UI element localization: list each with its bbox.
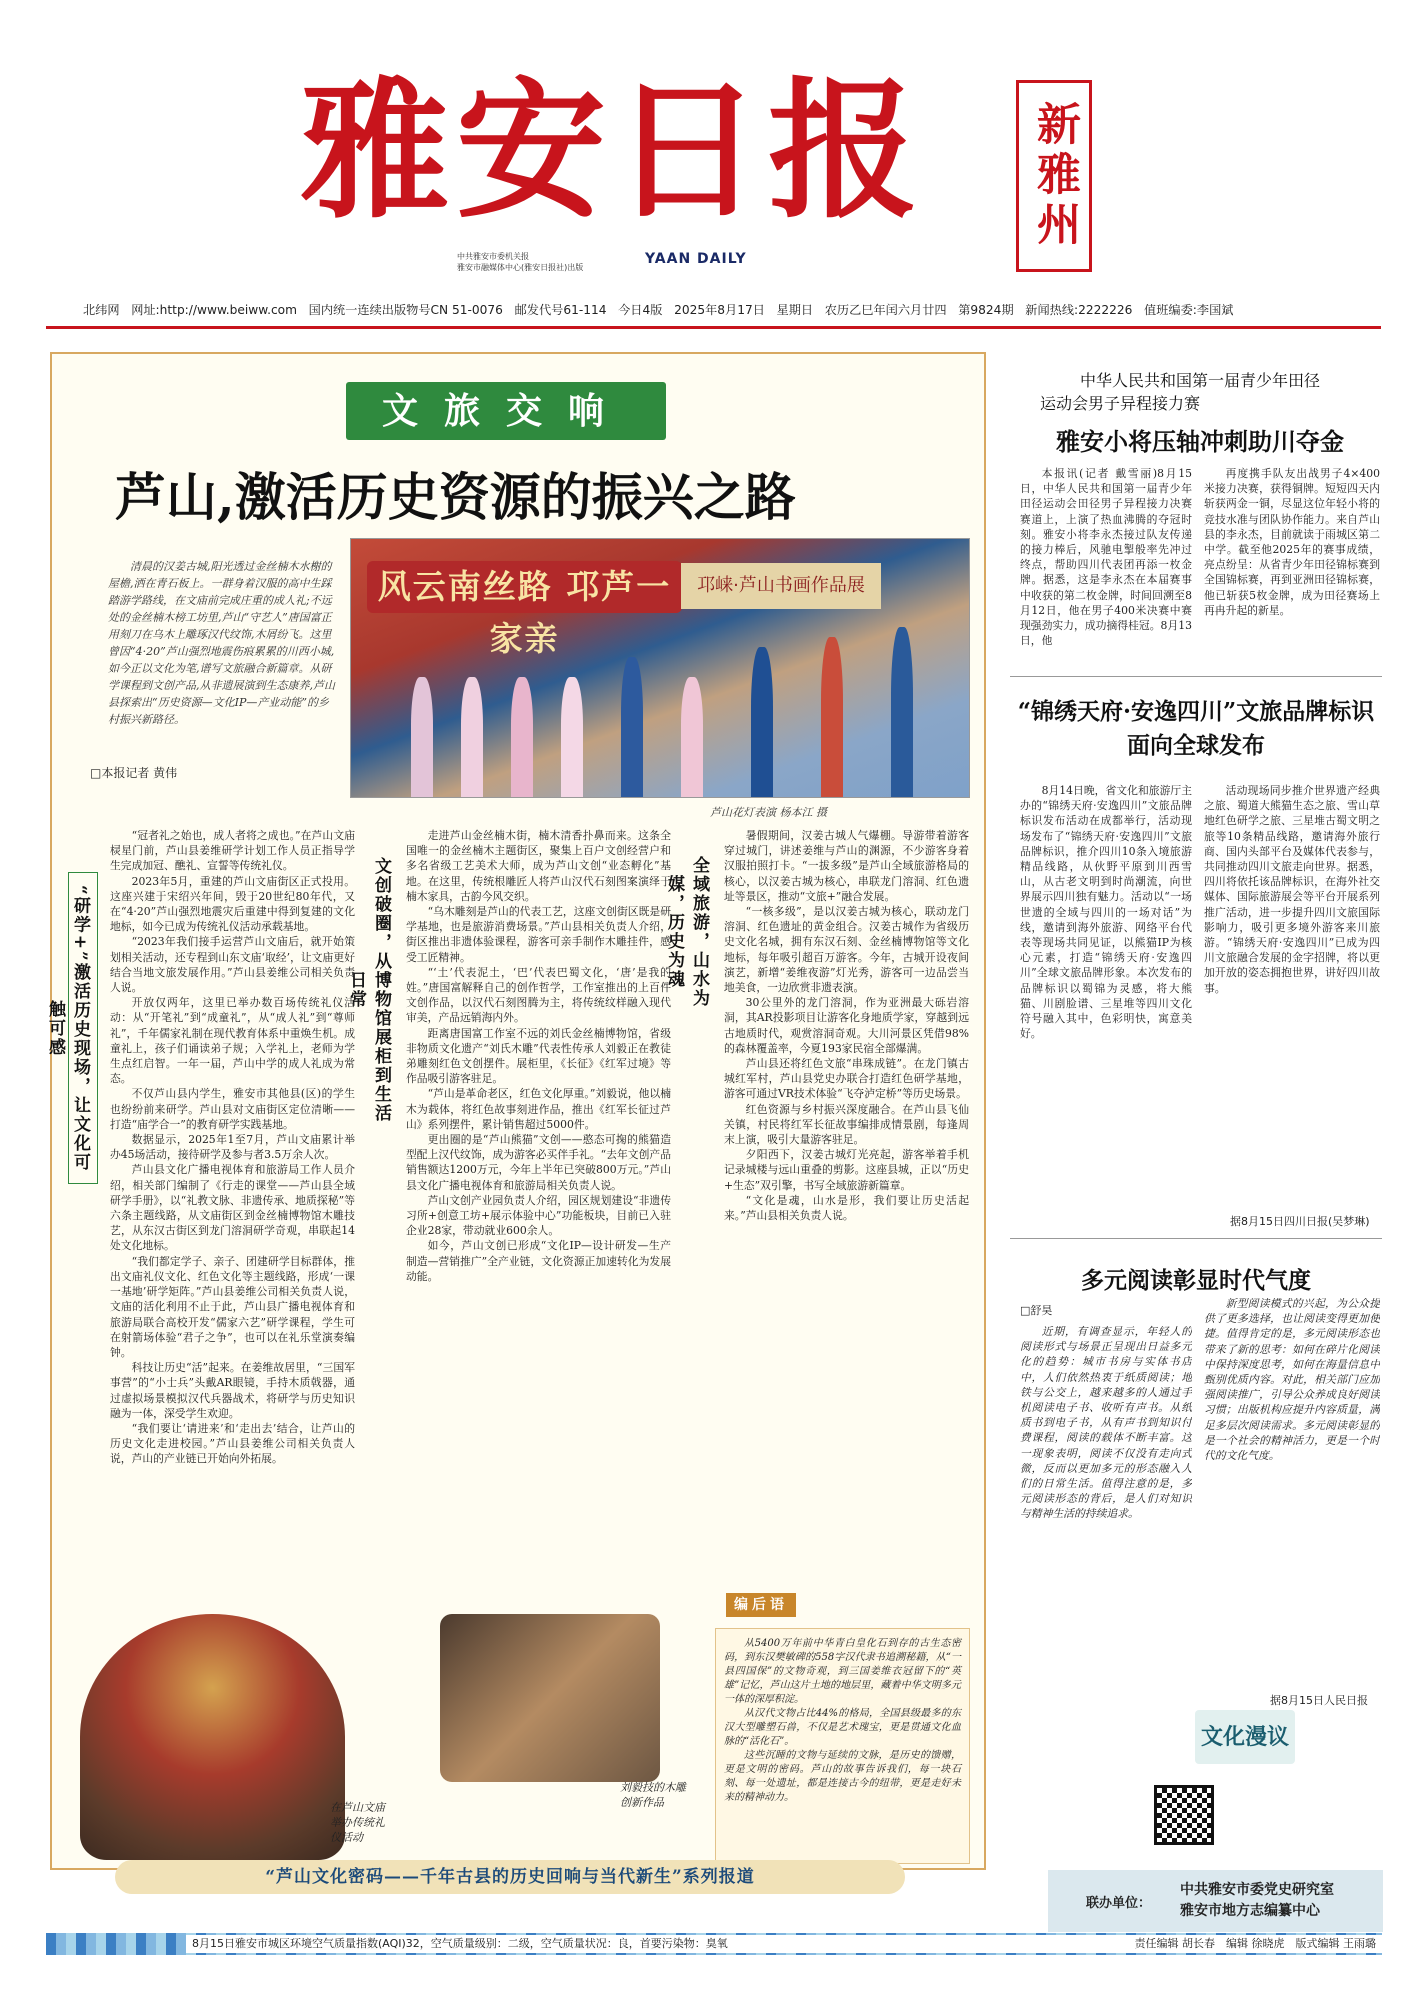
top-rule bbox=[46, 326, 1381, 329]
paragraph: “我们都定学子、亲子、团建研学目标群体，推出文庙礼仪文化、红色文化等主题线路，形成‘一课一基地’研学矩阵。”芦山县姜维公司相关负责人说，文庙的活化利用不止于此，芦山县广播电视体育和旅游局联合高校开发“儒家六艺”研学课程，学生可在射箭场体验“君子之争”，也可以在礼乐堂演奏编钟。 bbox=[110, 1254, 355, 1359]
paragraph: 芦山文创产业园负责人介绍，园区规划建设“非遗传习所+创意工坊+展示体验中心”功能板块，目前已入驻企业28家，带动就业600余人。 bbox=[406, 1193, 671, 1238]
sponsor-org: 中共雅安市委党史研究室 bbox=[1180, 1882, 1334, 1898]
subhead-creative: 文创破圈，从博物馆展柜到生活日常 bbox=[370, 842, 398, 1138]
paragraph: 不仅芦山县内学生，雅安市其他县(区)的学生也纷纷前来研学。芦山县对文庙街区定位清晰——打造“庙学合一”的教育研学实践基地。 bbox=[110, 1087, 355, 1131]
dancer-figure bbox=[461, 677, 483, 797]
lunar-date: 农历乙巳年闰六月廿四 bbox=[824, 303, 947, 317]
weekday: 星期日 bbox=[776, 303, 814, 317]
sports-column-a bbox=[1020, 466, 1192, 666]
ceremony-photo bbox=[80, 1614, 345, 1860]
feature-intro: 清晨的汉姜古城,阳光透过金丝楠木水榭的屋檐,洒在青石板上。一群身着汉服的高中生踩踏游学路线，在文庙前完成庄重的成人礼;不远处的金丝楠木榜工坊里,芦山“守艺人”唐国富正用刻刀在乌木上雕琢汉代纹饰,木屑纷飞。这里曾因“4·20”芦山强烈地震伤痕累累的川西小城,如今正以文化为笔,谱写文旅融合新篇章。从研学课程到文创产品,从非遗展演到生态康养,芦山县探索出“历史资源—文化IP—产业动能”的乡村振兴新路径。 bbox=[108, 560, 335, 726]
site-name[interactable]: 北纬网 bbox=[83, 303, 120, 317]
paragraph: 开放仅两年，这里已举办数百场传统礼仪活动：从“开笔礼”到“成童礼”，从“成人礼”到“尊师礼”，千年儒家礼制在现代教育体系中重焕生机。成童礼上，孩子们诵读弟子规；入学礼上，老师为学生点红启智。一年一届，芦山中学的成人礼成为常态。 bbox=[110, 996, 355, 1086]
dancer-figure bbox=[681, 677, 703, 797]
publisher-line bbox=[457, 251, 583, 273]
bottom-info bbox=[186, 1935, 1382, 1953]
sports-kicker-line-2: 运动会男子异程接力赛 bbox=[1040, 394, 1201, 413]
sponsor-label: 联办单位： bbox=[1086, 1896, 1152, 1911]
paragraph: 本报讯(记者 戴雪丽)8月15日，中华人民共和国第一届青少年田径运动会田径男子异程接力决赛赛道上，上演了热血沸腾的夺冠时刻。雅安小将李永杰接过队友传递的接力棒后，风驰电掣般率先冲过终点，帮助四川代表团再添一枚金牌。据悉，这是李永杰在本届赛事中收获的第二枚金牌，时间回溯至8月12日，他在男子400米决赛中赛现强劲实力，成功摘得桂冠。8月13日，他 bbox=[1020, 467, 1192, 648]
paragraph: 30公里外的龙门溶洞，作为亚洲最大砾岩溶洞，其AR投影项目让游客化身地质学家，穿越到远古地质时代，观赏溶洞奇观。大川河景区凭借98%的森林覆盖率，今夏193家民宿全部爆满。 bbox=[724, 996, 969, 1055]
paragraph: 科技让历史“活”起来。在姜维故居里，“三国军事营”的“小士兵”头戴AR眼镜，手持木质戟器，通过虚拟场景模拟汉代兵器战术，将研学与历史知识融为一体，深受学生欢迎。 bbox=[110, 1361, 355, 1420]
photo-banner: 风云南丝路 邛芦一家亲 bbox=[367, 561, 682, 613]
culture-stamp: 文化漫议 bbox=[1195, 1710, 1295, 1764]
feature-column-3 bbox=[724, 828, 969, 1583]
sports-kicker-line-1: 中华人民共和国第一届青少年田径 bbox=[1079, 371, 1320, 390]
paragraph: 8月14日晚，省文化和旅游厅主办的“锦绣天府·安逸四川”文旅品牌标识发布活动在成都举行，活动现场发布了“锦绣天府·安逸四川”文旅品牌标识，推介四川10条入境旅游精品线路，从伙野平原到川西雪山，从古老文明到时尚潮流，向世界展示四川独有魅力。活动以“一场世遗的全域与四川的一场对话”为线，邀请到海外旅游、网络平台代表等现场共同见证，以熊猫IP为核心元素，打造“锦绣天府·安逸四川”全球文旅品牌形象。本次发布的品牌标识以蜀锦为灵感，将大熊猫、川剧脸谱、三星堆等四川文化符号融入其中，色彩明快，寓意美好。 bbox=[1020, 784, 1192, 1041]
brand-column-a bbox=[1020, 783, 1192, 1233]
paragraph: “冠者礼之始也，成人者将之成也。”在芦山文庙棂星门前，芦山县姜维研学计划工作人员正指导学生完成加冠、醮礼、宣誓等传统礼仪。 bbox=[110, 829, 355, 873]
paragraph: “‘土’代表泥土，‘巴’代表巴蜀文化，‘唐’是我的姓。”唐国富解释自己的创作哲学，工作室推出的上百件文创作品，以汉代石刻图腾为主，将传统纹样融入现代审美，产品远销海内外。 bbox=[406, 965, 671, 1025]
reading-column-a bbox=[1020, 1324, 1192, 1776]
publisher-line-2: 雅安市融媒体中心(雅安日报社)出版 bbox=[457, 263, 584, 272]
paragraph: “文化是魂，山水是形，我们要让历史活起来。”芦山县相关负责人说。 bbox=[724, 1193, 969, 1223]
reading-column-b bbox=[1204, 1296, 1380, 1688]
performance-photo bbox=[350, 538, 970, 798]
paragraph: 2023年5月，重建的芦山文庙街区正式投用。这座兴建于宋绍兴年间，毁于20世纪80年代，又在“4·20”芦山强烈地震灾后重建中得到复建的文化地标，如今已成为传统礼仪活动承载基地。 bbox=[110, 874, 355, 934]
brand-headline-line-1: “锦绣天府·安逸四川”文旅品牌标识 bbox=[1017, 698, 1375, 725]
sponsor-orgs bbox=[1180, 1880, 1334, 1922]
woodcarving-photo-caption: 刘毅技的木雕创新作品 bbox=[620, 1781, 686, 1809]
subhead-tourism: 全域旅游，山水为媒，历史为魂 bbox=[688, 842, 716, 1022]
divider bbox=[1010, 1238, 1382, 1239]
paragraph: 从5400万年前中华青白皇化石到存的古生态密码，到东汉樊敏碑的558字汉代隶书追溯秘籍，从“一县四国保”的文物奇观，到三国姜维衣冠留下的“英雄”记忆，芦山这片土地的地层里，藏着中华文明多元一体的深厚积淀。 bbox=[724, 1638, 961, 1705]
photo-sign: 邛崃·芦山书画作品展 bbox=[681, 563, 881, 609]
paragraph: “乌木雕刻是芦山的代表工艺，这座文创街区既是研学基地，也是旅游消费场景。”芦山县相关负责人介绍，街区推出非遗体验课程，游客可亲手制作木雕挂件，感受工匠精神。 bbox=[406, 905, 671, 964]
brand-source: 据8月15日四川日报(吴梦琳) bbox=[1230, 1215, 1370, 1228]
paragraph: 芦山县文化广播电视体育和旅游局工作人员介绍，相关部门编制了《行走的课堂——芦山县全域研学手册》，以“礼教文脉、非遗传承、地质探秘”等六条主题线路，从文庙街区到金丝楠博物馆木雕技艺，从东汉古街区到龙门溶洞研学奇观，串联起14处文化地标。 bbox=[110, 1163, 355, 1253]
air-quality: 8月15日雅安市城区环境空气质量指数(AQI)32，空气质量级别：二级，空气质量状况：良，首要污染物：臭氧 bbox=[192, 1937, 728, 1950]
paragraph: 这些沉睡的文物与延续的文脉，是历史的馈赠，更是文明的密码。芦山的故事告诉我们，每一块石刻、每一处遗址，都是连接古今的纽带，更是走好未来的精神动力。 bbox=[724, 1750, 961, 1803]
reading-source: 据8月15日人民日报 bbox=[1270, 1694, 1368, 1707]
brand-headline[interactable] bbox=[1010, 695, 1382, 763]
qr-code-icon[interactable] bbox=[1154, 1785, 1214, 1845]
issue-number: 第9824期 bbox=[958, 303, 1014, 317]
feature-column-2 bbox=[406, 828, 671, 1588]
photo-caption: 芦山花灯表演 杨本江 摄 bbox=[710, 806, 827, 819]
paragraph: 暑假期间，汉姜古城人气爆棚。导游带着游客穿过城门，讲述姜维与芦山的渊源，不少游客身着汉服拍照打卡。“一拔多级”是芦山全域旅游格局的核心，以汉姜古城为核心，串联龙门溶洞、红色遗址等景区，推动“文旅+”融合发展。 bbox=[724, 829, 969, 903]
brand-box bbox=[1016, 80, 1092, 272]
ceremony-photo-caption: 在芦山文庙举办传统礼仪活动 bbox=[330, 1801, 385, 1844]
staff-credits: 责任编辑 胡长春 编辑 徐晓虎 版式编辑 王雨璐 bbox=[1134, 1937, 1376, 1950]
english-title: YAAN DAILY bbox=[645, 251, 747, 267]
feature-headline[interactable]: 芦山,激活历史资源的振兴之路 bbox=[115, 468, 796, 528]
paragraph: “一核多级”，是以汉姜古城为核心，联动龙门溶洞、红色遗址的黄金组合。汉姜古城作为省级历史文化名城，拥有东汉石刻、金丝楠博物馆等文化地标，每年吸引超百万游客。今年，古城开设夜间演艺，新增“姜维夜游”灯光秀，游客可一边品尝当地美食，一边欣赏非遗表演。 bbox=[724, 905, 969, 995]
paragraph: 从汉代文物占比44%的格局，全国县级最多的东汉大型雕塑石兽，不仅是艺术瑰宝，更是贯通文化血脉的“活化石”。 bbox=[724, 1708, 961, 1747]
news-hotline: 新闻热线:2222226 bbox=[1025, 303, 1133, 317]
paragraph: 距离唐国富工作室不远的刘氏金丝楠博物馆，省级非物质文化遗产“刘氏木雕”代表性传承人刘毅正在教徒弟雕刻红色文创摆件。展柜里，《长征》《红军过境》等作品吸引游客驻足。 bbox=[406, 1026, 671, 1086]
sponsor-org: 雅安市地方志编纂中心 bbox=[1180, 1903, 1320, 1919]
paragraph: “2023年我们接手运营芦山文庙后，就开始策划相关活动，还专程到山东文庙‘取经’，让文庙更好结合当地文旅发展作用。”芦山县姜维公司相关负责人说。 bbox=[110, 935, 355, 995]
cn-number: 国内统一连续出版物号CN 51-0076 bbox=[308, 303, 503, 317]
feature-column-1 bbox=[110, 828, 355, 1603]
sports-kicker bbox=[1020, 368, 1380, 414]
sponsor-box bbox=[1048, 1870, 1383, 1932]
paragraph: “我们要让‘请进来’和‘走出去’结合，让芦山的历史文化走进校园。”芦山县姜维公司相关负责人说，芦山的产业链已开始向外拓展。 bbox=[110, 1421, 355, 1466]
issue-date: 2025年8月17日 bbox=[674, 303, 765, 317]
paragraph: 再度携手队友出战男子4×400米接力决赛，获得铜牌。短短四天内斩获两金一铜，尽显这位年轻小将的竞技水准与团队协作能力。来自芦山县的李永杰，目前就读于雨城区第二中学。截至他2025年的赛事成绩，亮点纷呈：从省青少年田径锦标赛到全国锦标赛，再到亚洲田径锦标赛，他已斩获5枚金牌，成为田径赛场上再冉升起的新星。 bbox=[1204, 467, 1380, 617]
dancer-figure bbox=[511, 677, 533, 797]
paragraph: 活动现场同步推介世界遗产经典之旅、蜀道大熊猫生态之旅、雪山草地红色研学之旅、三星堆古蜀文明之旅等10条精品线路，邀请海外旅行商、国内头部平台及媒体代表参与，共同推动四川文旅走向世界。据悉，四川将依托该品牌标识，在海外社交媒体、国际旅游展会等平台开展系列推广活动，进一步提升四川文旅国际影响力，吸引更多境外游客来川旅游。“锦绣天府·安逸四川”已成为四川文旅融合发展的金字招牌，将以更加开放的姿态拥抱世界，讲好四川故事。 bbox=[1204, 784, 1380, 995]
woodcarving-photo bbox=[440, 1614, 660, 1782]
paragraph: 如今，芦山文创已形成“文化IP—设计研发—生产制造—营销推广”全产业链，文化资源正加速转化为发展动能。 bbox=[406, 1239, 671, 1283]
paragraph: 近期，有调查显示，年轻人的阅读形式与场景正呈现出日益多元化的趋势：城市书房与实体书店中，人们依然热衷于纸质阅读；地铁与公交上，越来越多的人通过手机阅读电子书、收听有声书。从纸质书到电子书，从有声书到知识付费课程，阅读的载体不断丰富。这一现象表明，阅读不仅没有走向式微，反而以更加多元的形态融入人们的日常生活。值得注意的是，多元阅读形态的背后，是人们对知识与精神生活的持续追求。 bbox=[1020, 1325, 1192, 1521]
sports-column-b bbox=[1204, 466, 1380, 666]
subhead-research: “研学+”激活历史现场，让文化可触可感 bbox=[68, 872, 98, 1184]
dancer-figure bbox=[621, 657, 643, 797]
paragraph: 红色资源与乡村振兴深度融合。在芦山县飞仙关镇，村民将红军长征故事编排成情景剧，每逢周末上演，吸引大量游客驻足。 bbox=[724, 1102, 969, 1147]
brand-headline-line-2: 面向全球发布 bbox=[1127, 732, 1265, 759]
sports-headline[interactable]: 雅安小将压轴冲刺助川夺金 bbox=[1056, 427, 1344, 456]
paragraph: 更出圈的是“芦山熊猫”文创——憨态可掬的熊猫造型配上汉代纹饰，成为游客必买伴手礼。“去年文创产品销售额达1200万元，今年上半年已突破800万元。”芦山县文化广播电视体育和旅游局相关负责人说。 bbox=[406, 1133, 671, 1192]
paragraph: 数据显示，2025年1至7月，芦山文庙累计举办45场活动，接待研学及参与者3.5万余人次。 bbox=[110, 1133, 355, 1162]
dancer-figure bbox=[821, 637, 843, 797]
postal-code: 邮发代号61-114 bbox=[514, 303, 607, 317]
dancer-figure bbox=[751, 647, 773, 797]
paragraph: “芦山是革命老区，红色文化厚重。”刘毅说，他以楠木为载体，将红色故事刻进作品，推出《红军长征过芦山》系列摆件，累计销售超过5000件。 bbox=[406, 1087, 671, 1131]
duty-editor: 值班编委:李国斌 bbox=[1144, 303, 1234, 317]
masthead-title: 雅安日报 bbox=[300, 63, 925, 239]
info-bar bbox=[83, 301, 1380, 318]
publisher-line-1: 中共雅安市委机关报 bbox=[457, 252, 529, 261]
reporter-byline: □本报记者 黄伟 bbox=[90, 766, 178, 780]
paragraph: 芦山县还将红色文旅“串珠成链”。在龙门镇古城红军村，芦山县党史办联合打造红色研学基地，游客可通过VR技术体验“飞夺泸定桥”等历史场景。 bbox=[724, 1057, 969, 1101]
divider bbox=[1010, 676, 1382, 677]
editor-note-label: 编后语 bbox=[726, 1593, 796, 1617]
section-label: 文旅交响 bbox=[346, 382, 666, 440]
editor-note bbox=[715, 1628, 970, 1864]
reading-headline[interactable]: 多元阅读彰显时代气度 bbox=[1081, 1267, 1311, 1294]
brand-column-b bbox=[1204, 783, 1380, 1209]
series-banner[interactable]: “芦山文化密码——千年古县的历史回响与当代新生”系列报道 bbox=[115, 1860, 905, 1894]
reading-byline: □舒昊 bbox=[1020, 1304, 1053, 1317]
dancer-figure bbox=[561, 677, 583, 797]
dancer-figure bbox=[411, 677, 433, 797]
dancer-figure bbox=[891, 627, 913, 797]
paragraph: 新型阅读模式的兴起，为公众提供了更多选择，也让阅读变得更加便捷。值得肯定的是，多元阅读形态也带来了新的思考：如何在碎片化阅读中保持深度思考，如何在海量信息中甄别优质内容。对此，相关部门应加强阅读推广，引导公众养成良好阅读习惯；出版机构应提升内容质量，满足多层次阅读需求。多元阅读彰显的是一个社会的精神活力，更是一个时代的文化气度。 bbox=[1204, 1297, 1380, 1463]
site-url[interactable]: 网址:http://www.beiww.com bbox=[131, 303, 298, 317]
paragraph: 走进芦山金丝楠木街，楠木清香扑鼻而来。这条全国唯一的金丝楠木主题街区，聚集上百户文创经营户和多名省级工艺美术大师，成为芦山文创“业态孵化”基地。在这里，传统根雕匠人将芦山汉代石刻图案演绎于楠木家具，古韵今风交织。 bbox=[406, 829, 671, 903]
paragraph: 夕阳西下，汉姜古城灯光亮起，游客举着手机记录城楼与远山重叠的剪影。这座县城，正以“历史+生态”双引擎，书写全域旅游新篇章。 bbox=[724, 1148, 969, 1192]
page-count: 今日4版 bbox=[618, 303, 663, 317]
brand-text: 新雅州 bbox=[1029, 101, 1080, 251]
